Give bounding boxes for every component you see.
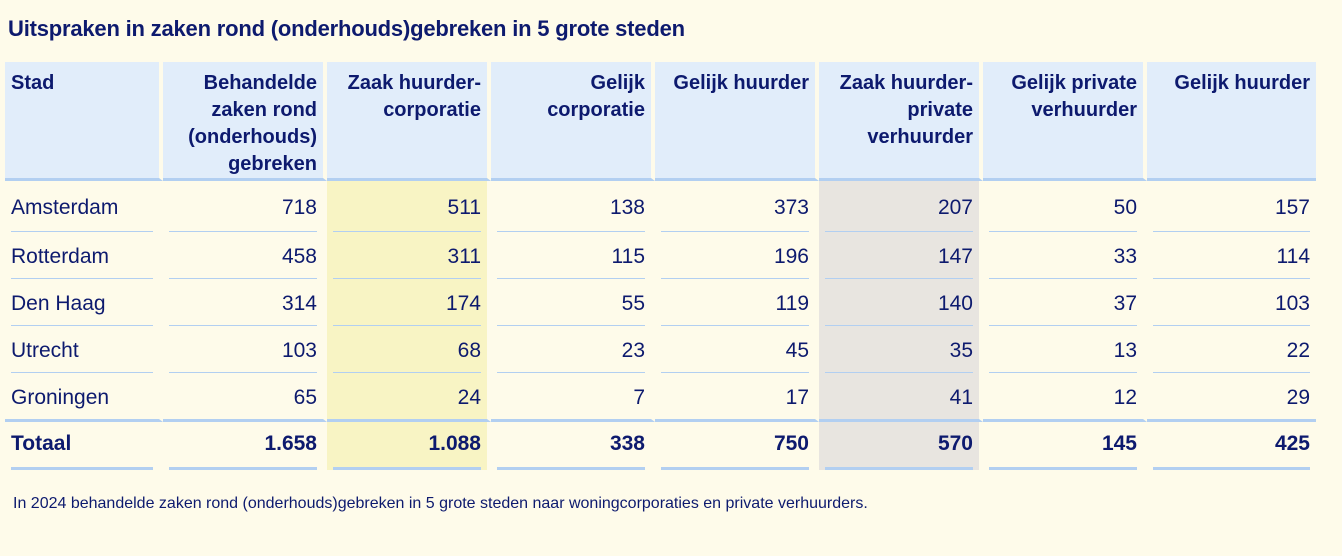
table-row [5, 181, 1316, 232]
cell-value: 17 [785, 386, 809, 409]
cell-value: 138 [497, 181, 645, 232]
cell-value: 311 [333, 232, 481, 279]
cell-value: 511 [333, 181, 481, 232]
cell-value: 41 [949, 386, 973, 409]
cell-value: 29 [1286, 386, 1310, 409]
header-stad: Stad [5, 62, 163, 181]
cell-value: 33 [989, 232, 1137, 279]
table-row [5, 326, 1316, 373]
cell-value: 140 [825, 279, 973, 326]
cell-value: 65 [293, 386, 317, 409]
cell-stad: Rotterdam [11, 232, 153, 279]
cell-value: 37 [989, 279, 1137, 326]
cell-stad: Utrecht [11, 326, 153, 373]
cell-value: 373 [661, 181, 809, 232]
cell-value: 22 [1153, 326, 1310, 373]
table-row [5, 373, 1316, 422]
cell-value: 12 [1113, 386, 1137, 409]
results-table [5, 62, 1316, 470]
cell-value: 157 [1153, 181, 1310, 232]
cell-value: 196 [661, 232, 809, 279]
total-value: 425 [1153, 422, 1310, 470]
cell-stad: Amsterdam [11, 181, 153, 232]
header-gelijk-huurder-corporatie: Gelijk huurder [655, 62, 819, 181]
cell-value: 13 [989, 326, 1137, 373]
header-gelijk-huurder-private: Gelijk huurder [1147, 62, 1316, 181]
page-title: Uitspraken in zaken rond (onderhouds)gebreken in 5 grote steden [8, 16, 685, 41]
total-label: Totaal [11, 422, 153, 470]
cell-value: 55 [497, 279, 645, 326]
table-row [5, 279, 1316, 326]
cell-stad: Groningen [11, 386, 110, 409]
cell-value: 7 [633, 386, 645, 409]
table-total-row [5, 422, 1316, 470]
cell-value: 314 [169, 279, 317, 326]
cell-value: 24 [457, 386, 481, 409]
cell-value: 458 [169, 232, 317, 279]
cell-value: 45 [661, 326, 809, 373]
cell-value: 115 [497, 232, 645, 279]
table-row [5, 232, 1316, 279]
total-value: 570 [825, 422, 973, 470]
total-value: 1.658 [169, 422, 317, 470]
total-value: 1.088 [333, 422, 481, 470]
cell-value: 718 [169, 181, 317, 232]
total-value: 145 [989, 422, 1137, 470]
header-behandelde-zaken: Behandelde zaken rond (onderhouds) gebreken [163, 62, 327, 181]
cell-value: 119 [661, 279, 809, 326]
cell-stad: Den Haag [11, 279, 153, 326]
cell-value: 23 [497, 326, 645, 373]
header-gelijk-private-verhuurder: Gelijk private verhuurder [983, 62, 1147, 181]
table-header-row [5, 62, 1316, 181]
cell-value: 174 [333, 279, 481, 326]
cell-value: 147 [825, 232, 973, 279]
header-zaak-huurder-private: Zaak huurder-private verhuurder [819, 62, 983, 181]
cell-value: 114 [1153, 232, 1310, 279]
total-value: 750 [661, 422, 809, 470]
cell-value: 35 [825, 326, 973, 373]
cell-value: 68 [333, 326, 481, 373]
header-gelijk-corporatie: Gelijk corporatie [491, 62, 655, 181]
cell-value: 103 [169, 326, 317, 373]
header-zaak-huurder-corporatie: Zaak huurder-corporatie [327, 62, 491, 181]
footnote: In 2024 behandelde zaken rond (onderhouds)gebreken in 5 grote steden naar woningcorporaties en private verhuurders. [13, 495, 868, 512]
total-value: 338 [497, 422, 645, 470]
cell-value: 50 [989, 181, 1137, 232]
cell-value: 103 [1153, 279, 1310, 326]
cell-value: 207 [825, 181, 973, 232]
